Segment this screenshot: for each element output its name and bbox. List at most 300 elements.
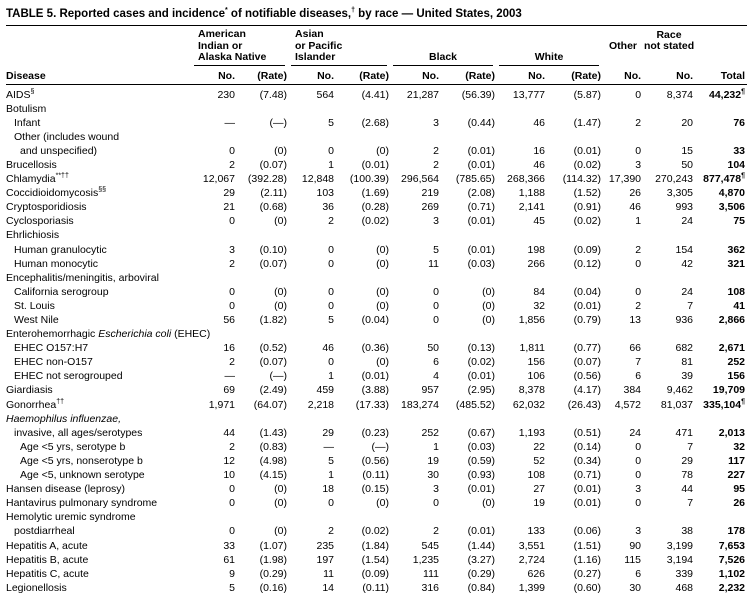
col-group-total-spacer <box>695 27 747 66</box>
table-row <box>6 341 747 355</box>
value-cell: (1.54) <box>361 553 390 566</box>
total-cell: 19,709 <box>712 384 746 397</box>
value-cell: 0 <box>433 497 440 510</box>
value-cell: 0 <box>635 144 642 157</box>
value-cell: 21 <box>223 201 235 214</box>
value-cell: 7 <box>687 299 694 312</box>
value-cell: (0.56) <box>573 370 602 383</box>
value-cell: (0.01) <box>467 370 496 383</box>
value-cell: 0 <box>229 299 235 312</box>
col-group-black <box>391 27 497 66</box>
value-cell: (0) <box>274 497 288 510</box>
value-cell: 0 <box>229 215 235 228</box>
value-cell: 0 <box>328 497 335 510</box>
value-cell: 3,194 <box>666 553 694 566</box>
disease-label: EHEC not serogrouped <box>14 370 123 383</box>
value-cell: 3 <box>635 483 642 496</box>
value-cell <box>289 228 336 242</box>
value-cell: 1 <box>328 469 335 482</box>
value-cell: (0.03) <box>467 257 496 270</box>
value-cell: 16 <box>223 342 235 355</box>
value-cell <box>643 327 695 341</box>
value-cell: (0.01) <box>467 243 496 256</box>
value-cell: 2 <box>229 356 235 369</box>
no-column-header: No. <box>289 66 336 85</box>
group-label-line: Other <box>609 40 638 52</box>
value-cell: 6 <box>635 370 642 383</box>
value-cell: 0 <box>328 285 335 298</box>
total-column-header: Total <box>695 66 747 85</box>
disease-label: Cyclosporiasis <box>6 215 74 228</box>
value-cell: 0 <box>229 144 235 157</box>
value-cell <box>547 510 603 524</box>
total-cell: 877,478¶ <box>703 172 746 186</box>
value-cell: 24 <box>629 426 642 439</box>
value-cell: 0 <box>635 88 642 101</box>
value-cell: (0.29) <box>467 567 496 580</box>
value-cell: 252 <box>421 426 440 439</box>
value-cell: 0 <box>433 314 440 326</box>
value-cell: (0.34) <box>573 454 602 467</box>
value-cell <box>289 412 336 426</box>
total-cell: 41 <box>733 299 746 312</box>
table-row <box>6 158 747 172</box>
value-cell: (0.06) <box>573 525 602 538</box>
value-cell <box>391 327 441 341</box>
value-cell: (0.28) <box>361 201 390 214</box>
value-cell: (—) <box>371 440 390 453</box>
value-cell <box>192 510 237 524</box>
value-cell: 459 <box>316 384 335 397</box>
value-cell: 1 <box>328 370 335 383</box>
value-cell: (392.28) <box>247 173 288 186</box>
value-cell: (0) <box>482 285 496 298</box>
value-cell: 32 <box>533 299 546 312</box>
value-cell: (0) <box>482 314 496 326</box>
value-cell: — <box>224 370 235 383</box>
disease-label: Other (includes wound <box>14 130 120 143</box>
value-cell: 12,067 <box>202 173 235 186</box>
disease-label: and unspecified) <box>20 144 98 157</box>
value-cell: 5 <box>328 454 335 467</box>
col-group-asian-pacific-islander <box>289 27 391 66</box>
value-cell: 3 <box>433 116 440 129</box>
value-cell: (56.39) <box>461 88 496 101</box>
value-cell: (0.23) <box>361 426 390 439</box>
disease-label: West Nile <box>14 314 59 326</box>
value-cell: (0.29) <box>259 567 288 580</box>
value-cell: (2.68) <box>361 116 390 129</box>
value-cell: 12,848 <box>301 173 335 186</box>
total-cell: 75 <box>733 215 746 228</box>
value-cell: 52 <box>533 454 546 467</box>
value-cell: (0.03) <box>467 440 496 453</box>
value-cell <box>603 228 643 242</box>
disease-label: Human granulocytic <box>14 243 107 256</box>
value-cell: 69 <box>223 384 235 397</box>
total-cell: 117 <box>728 454 746 467</box>
value-cell: (100.39) <box>349 173 390 186</box>
value-cell: (4.15) <box>259 469 288 482</box>
disease-label: Enterohemorrhagic Escherichia coli (EHEC) <box>6 328 211 341</box>
value-cell <box>391 102 441 116</box>
value-cell <box>441 102 497 116</box>
table-row <box>6 454 747 468</box>
value-cell <box>441 412 497 426</box>
value-cell <box>237 228 289 242</box>
total-cell: 4,870 <box>718 187 746 200</box>
value-cell <box>441 130 497 144</box>
value-cell: 3 <box>635 158 642 171</box>
value-cell: 0 <box>635 257 642 270</box>
value-cell <box>441 271 497 285</box>
value-cell: 46 <box>533 116 546 129</box>
value-cell <box>497 130 547 144</box>
value-cell: 0 <box>635 454 642 467</box>
table-title: TABLE 5. Reported cases and incidence* of notifiable diseases,† by race — United States, 2003 <box>6 5 747 26</box>
rate-column-header: (Rate) <box>336 66 391 85</box>
value-cell: 22 <box>533 440 546 453</box>
value-cell <box>336 271 391 285</box>
value-cell: (0.01) <box>573 497 602 510</box>
value-cell: (4.41) <box>361 88 390 101</box>
table-row <box>6 116 747 130</box>
value-cell: (0.02) <box>573 215 602 228</box>
value-cell <box>192 130 237 144</box>
value-cell: 2,724 <box>518 553 546 566</box>
value-cell <box>547 228 603 242</box>
value-cell <box>643 412 695 426</box>
value-cell: 106 <box>527 370 546 383</box>
value-cell <box>237 271 289 285</box>
disease-label: Infant <box>14 116 41 129</box>
value-cell <box>237 102 289 116</box>
table-row <box>6 299 747 313</box>
disease-label: Legionellosis <box>6 581 67 594</box>
disease-label: Ehrlichiosis <box>6 229 60 242</box>
value-cell: 14 <box>322 581 335 594</box>
value-cell: (0.93) <box>467 469 496 482</box>
value-cell: 156 <box>527 356 546 369</box>
table-row <box>6 496 747 510</box>
value-cell: (0) <box>376 257 390 270</box>
group-label-line: Race <box>656 28 682 41</box>
value-cell: 133 <box>527 525 546 538</box>
value-cell: 154 <box>675 243 694 256</box>
total-cell: 108 <box>727 285 746 298</box>
value-cell <box>336 412 391 426</box>
value-cell: 183,274 <box>401 398 440 411</box>
value-cell: (0.09) <box>573 243 602 256</box>
total-cell <box>695 271 747 285</box>
disease-label: EHEC non-O157 <box>14 356 93 369</box>
value-cell: 3,551 <box>518 539 546 552</box>
total-cell: 7,526 <box>718 553 746 566</box>
value-cell: 1,193 <box>518 426 546 439</box>
value-cell <box>497 510 547 524</box>
value-cell: 11 <box>323 567 335 580</box>
value-cell <box>643 102 695 116</box>
value-cell: 66 <box>629 342 642 355</box>
value-cell: 18 <box>322 483 335 496</box>
total-cell: 2,671 <box>718 342 746 355</box>
value-cell: 0 <box>328 356 335 369</box>
value-cell: (2.11) <box>260 187 288 200</box>
value-cell: 3 <box>635 525 642 538</box>
table-row <box>6 257 747 271</box>
value-cell: (0.07) <box>259 257 288 270</box>
value-cell: 5 <box>433 243 440 256</box>
value-cell: 1,811 <box>519 342 546 355</box>
value-cell: (0.01) <box>361 158 390 171</box>
value-cell <box>192 271 237 285</box>
value-cell: 0 <box>229 483 235 496</box>
table-row <box>6 524 747 538</box>
table-row <box>6 482 747 496</box>
value-cell: (0.02) <box>361 215 390 228</box>
value-cell: (0) <box>376 144 390 157</box>
value-cell: (0) <box>274 483 288 496</box>
value-cell: 471 <box>675 426 694 439</box>
value-cell: (1.44) <box>467 539 496 552</box>
value-cell: 30 <box>427 469 440 482</box>
disease-label: AIDS§ <box>6 88 35 101</box>
value-cell: (7.48) <box>259 88 288 101</box>
value-cell: 2 <box>229 257 235 270</box>
value-cell <box>603 510 643 524</box>
value-cell: 12 <box>223 454 235 467</box>
value-cell: (1.69) <box>361 187 390 200</box>
disease-label: invasive, all ages/serotypes <box>14 426 143 439</box>
col-group-american-indian-alaska-native <box>192 27 289 66</box>
table-row <box>6 271 747 285</box>
value-cell: 0 <box>328 144 335 157</box>
value-cell <box>391 412 441 426</box>
value-cell: (0.01) <box>467 525 496 538</box>
total-cell: 156 <box>727 370 746 383</box>
value-cell: 46 <box>629 201 642 214</box>
value-cell: 1,856 <box>518 314 546 326</box>
value-cell: (4.98) <box>259 454 288 467</box>
value-cell: (0.07) <box>259 356 288 369</box>
group-label-line: Asian <box>295 28 324 40</box>
value-cell <box>441 327 497 341</box>
value-cell: 84 <box>533 285 546 298</box>
value-cell <box>237 412 289 426</box>
value-cell: 626 <box>527 567 546 580</box>
value-cell: 4 <box>433 370 440 383</box>
value-cell: (0.11) <box>362 581 390 594</box>
disease-label: Age <5 yrs, nonserotype b <box>20 454 143 467</box>
notifiable-diseases-table <box>6 27 747 595</box>
value-cell: 0 <box>229 497 235 510</box>
value-cell: (0.09) <box>361 567 390 580</box>
value-cell: 1,188 <box>518 187 546 200</box>
total-cell: 178 <box>727 525 746 538</box>
value-cell: (0.04) <box>573 285 602 298</box>
value-cell: 0 <box>635 497 642 510</box>
table-row <box>6 581 747 595</box>
value-cell: 2,141 <box>518 201 546 214</box>
value-cell: 2 <box>328 215 335 228</box>
value-cell: (4.17) <box>573 384 602 397</box>
value-cell <box>497 271 547 285</box>
value-cell: (0.59) <box>467 454 496 467</box>
value-cell: 3 <box>433 215 440 228</box>
value-cell: 115 <box>624 553 642 566</box>
value-cell: 3 <box>433 483 440 496</box>
value-cell: (0.36) <box>361 342 390 355</box>
value-cell: (5.87) <box>573 88 602 101</box>
value-cell <box>547 271 603 285</box>
value-cell: 21,287 <box>406 88 440 101</box>
value-cell: (0) <box>482 299 496 312</box>
total-cell <box>695 130 747 144</box>
value-cell: 5 <box>328 116 335 129</box>
value-cell: (0.71) <box>573 469 602 482</box>
table-row <box>6 553 747 567</box>
disease-label: Human monocytic <box>14 257 99 270</box>
table-row <box>6 539 747 553</box>
total-cell: 3,506 <box>718 201 746 214</box>
value-cell: 219 <box>421 187 440 200</box>
value-cell: 2 <box>229 440 235 453</box>
rate-column-header: (Rate) <box>237 66 289 85</box>
total-cell: 104 <box>727 158 746 171</box>
value-cell <box>497 228 547 242</box>
value-cell: 24 <box>681 285 694 298</box>
value-cell: 29 <box>223 187 235 200</box>
value-cell: 0 <box>328 243 335 256</box>
total-cell: 26 <box>733 497 746 510</box>
value-cell: (1.84) <box>361 539 390 552</box>
value-cell: 20 <box>681 116 694 129</box>
value-cell <box>643 130 695 144</box>
value-cell <box>603 271 643 285</box>
value-cell <box>192 102 237 116</box>
table-row <box>6 355 747 369</box>
disease-label: Hepatitis B, acute <box>6 553 89 566</box>
value-cell: (0.01) <box>573 144 602 157</box>
table-row <box>6 84 747 102</box>
value-cell: 4,572 <box>614 398 642 411</box>
value-cell <box>497 412 547 426</box>
disease-label: Haemophilus influenzae, <box>6 412 121 425</box>
disease-label: postdiarrheal <box>14 525 75 538</box>
table-row <box>6 172 747 186</box>
value-cell: 111 <box>423 567 440 580</box>
value-cell: (1.82) <box>259 314 288 326</box>
total-cell: 33 <box>733 144 746 157</box>
value-cell: 0 <box>328 257 335 270</box>
total-cell: 362 <box>727 243 746 256</box>
value-cell: 384 <box>623 384 642 397</box>
value-cell <box>336 510 391 524</box>
value-cell: (0) <box>274 285 288 298</box>
value-cell: (0) <box>482 497 496 510</box>
table-row <box>6 186 747 200</box>
total-cell: 44,232¶ <box>709 88 746 101</box>
value-cell <box>643 228 695 242</box>
value-cell: (0.02) <box>361 525 390 538</box>
column-headers-row <box>6 66 747 85</box>
value-cell: 9,462 <box>666 384 694 397</box>
value-cell: (0) <box>376 356 390 369</box>
value-cell: (785.65) <box>455 173 496 186</box>
value-cell: 2 <box>635 299 642 312</box>
value-cell: (1.16) <box>573 553 602 566</box>
value-cell: 30 <box>629 581 642 594</box>
value-cell: (0.12) <box>573 257 602 270</box>
value-cell: 268,366 <box>507 173 546 186</box>
value-cell <box>547 412 603 426</box>
value-cell <box>289 130 336 144</box>
value-cell: (0) <box>376 497 390 510</box>
value-cell <box>192 412 237 426</box>
value-cell: 44 <box>223 426 235 439</box>
value-cell: 3,305 <box>666 187 694 200</box>
disease-label: Chlamydia**†† <box>6 172 69 186</box>
group-label-line: Islander <box>295 51 336 63</box>
value-cell: 198 <box>527 243 546 256</box>
total-cell: 32 <box>733 440 746 453</box>
disease-label: California serogroup <box>14 285 109 298</box>
table-row <box>6 243 747 257</box>
group-label-line: Black <box>429 51 458 63</box>
value-cell: (1.43) <box>259 426 288 439</box>
value-cell: (0.02) <box>467 356 496 369</box>
value-cell: 2 <box>328 525 335 538</box>
value-cell: 27 <box>533 483 546 496</box>
total-cell: 335,104¶ <box>703 398 746 411</box>
value-cell: (0.14) <box>573 440 602 453</box>
disease-label: Age <5 yrs, serotype b <box>20 440 126 453</box>
value-cell: 2 <box>433 144 440 157</box>
value-cell: (0) <box>274 525 288 538</box>
value-cell <box>391 510 441 524</box>
table-row <box>6 510 747 524</box>
value-cell <box>603 412 643 426</box>
value-cell: 2,218 <box>307 398 335 411</box>
value-cell: (0.51) <box>573 426 602 439</box>
value-cell: (0) <box>376 243 390 256</box>
value-cell: 5 <box>229 581 235 594</box>
value-cell: 0 <box>635 469 642 482</box>
value-cell: (3.27) <box>467 553 496 566</box>
value-cell: (1.07) <box>259 539 288 552</box>
value-cell: (0.11) <box>362 469 390 482</box>
value-cell <box>336 102 391 116</box>
value-cell: 235 <box>316 539 335 552</box>
no-column-header: No. <box>192 66 237 85</box>
value-cell: (0.01) <box>467 158 496 171</box>
value-cell: (0.84) <box>467 581 496 594</box>
value-cell: 24 <box>681 215 694 228</box>
table-row <box>6 567 747 581</box>
value-cell: (0.83) <box>259 440 288 453</box>
value-cell: 266 <box>527 257 546 270</box>
value-cell: 2 <box>229 158 235 171</box>
value-cell: 6 <box>433 356 440 369</box>
total-cell: 2,232 <box>718 581 746 594</box>
value-cell: (0.44) <box>467 116 496 129</box>
value-cell: 2 <box>433 158 440 171</box>
value-cell: (0.16) <box>259 581 288 594</box>
value-cell: 2 <box>635 116 642 129</box>
value-cell: (0.52) <box>259 342 288 355</box>
value-cell: 90 <box>629 539 642 552</box>
no-column-header: No. <box>603 66 643 85</box>
